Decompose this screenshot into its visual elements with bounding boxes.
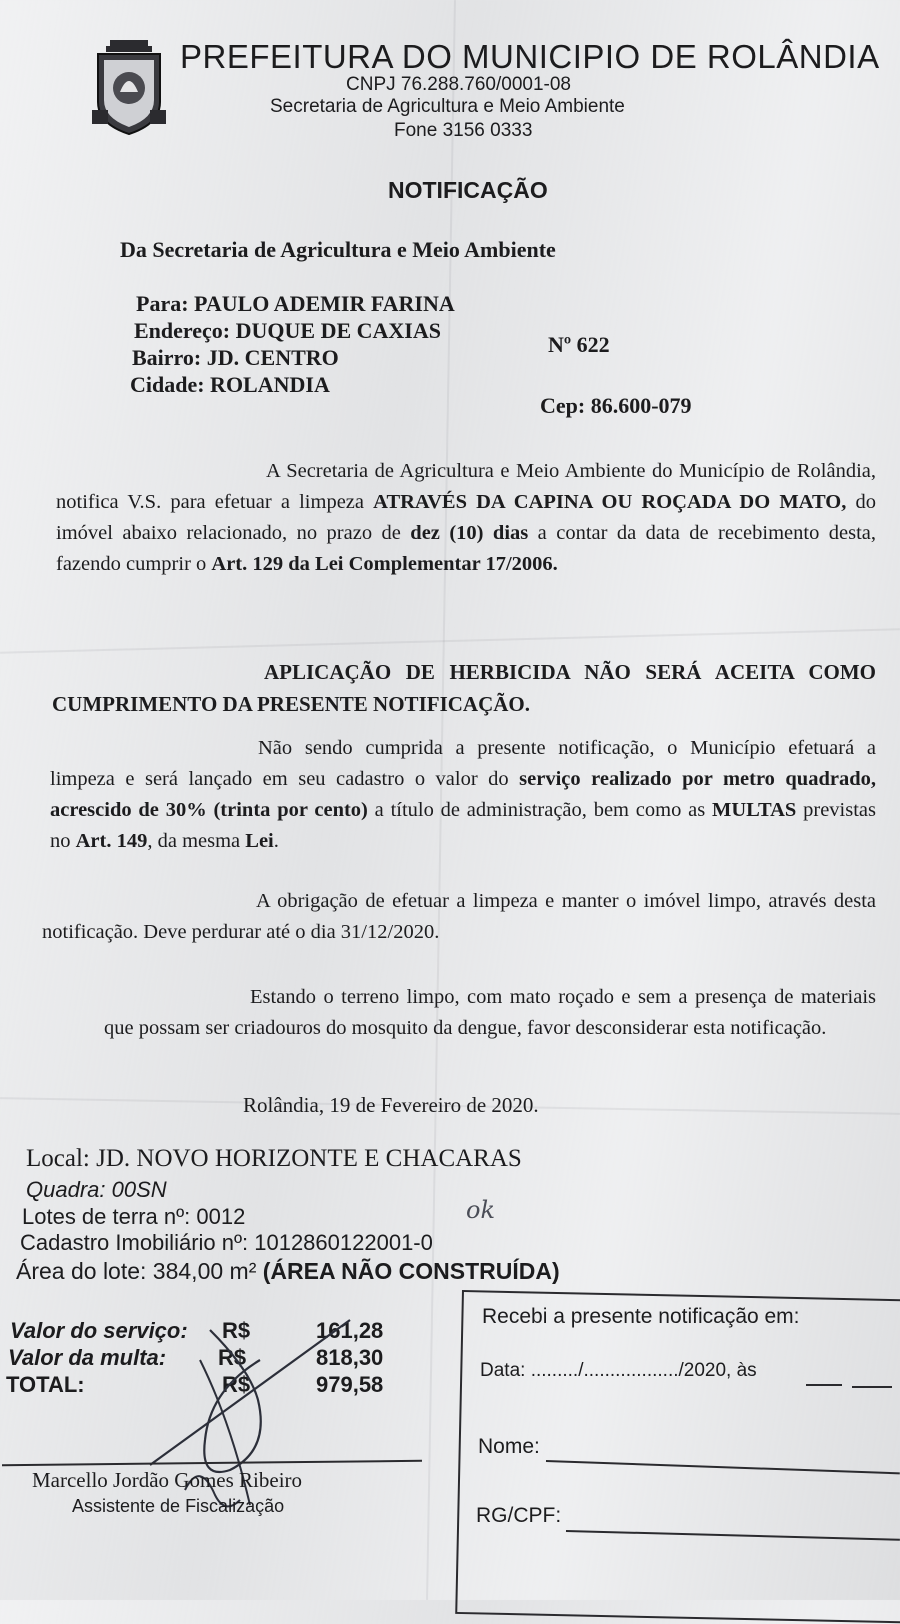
total-label: TOTAL:: [6, 1372, 85, 1397]
total-amount: 979,58: [316, 1372, 384, 1397]
inspector-role: Assistente de Fiscalização: [72, 1496, 285, 1516]
service-value-amount: 161,28: [316, 1318, 384, 1343]
property-area: Área do lote: 384,00 m² (ÁREA NÃO CONSTRUÍDA): [16, 1258, 560, 1284]
recipient-number: Nº 622: [548, 332, 610, 357]
document-subtitle: Da Secretaria de Agricultura e Meio Ambiente: [120, 237, 556, 262]
property-block: Quadra: 00SN: [26, 1177, 167, 1202]
handwritten-ok-mark: ok: [466, 1196, 495, 1224]
receipt-date-field[interactable]: Data: ........./................../2020, às: [480, 1360, 757, 1381]
paper-crease: [0, 628, 900, 654]
property-registry: Cadastro Imobiliário nº: 1012860122001-0: [20, 1230, 433, 1255]
recipient-address: Endereço: DUQUE DE CAXIAS: [134, 318, 441, 343]
recipient-city: Cidade: ROLANDIA: [130, 372, 330, 397]
receipt-id-field[interactable]: RG/CPF:: [476, 1504, 562, 1527]
receipt-name-field[interactable]: Nome:: [478, 1435, 540, 1458]
recipient-name: Para: PAULO ADEMIR FARINA: [136, 291, 455, 316]
service-value-currency: R$: [222, 1318, 251, 1343]
receipt-time-line: [852, 1386, 892, 1388]
header-cnpj: CNPJ 76.288.760/0001-08: [346, 74, 571, 95]
fine-value-currency: R$: [218, 1345, 247, 1370]
fine-value-amount: 818,30: [316, 1345, 384, 1370]
inspector-name: Marcello Jordão Gomes Ribeiro: [32, 1468, 303, 1492]
recipient-postal-code: Cep: 86.600-079: [540, 393, 692, 418]
herbicide-warning: APLICAÇÃO DE HERBICIDA NÃO SERÁ ACEITA COMO CUMPRIMENTO DA PRESENTE NOTIFICAÇÃO.: [52, 660, 876, 716]
notification-paragraph-1: A Secretaria de Agricultura e Meio Ambiente do Município de Rolândia, notifica V.S. para efetuar a limpeza ATRAVÉS DA CAPINA OU ROÇADA DO MATO, do imóvel abaixo relacionado, no prazo de dez (10) dias a contar da data de recebimento desta, fazendo cumprir o Art. 129 da Lei Complementar 17/2006.: [56, 460, 877, 575]
receipt-time-line: [806, 1384, 842, 1386]
issue-date: Rolândia, 19 de Fevereiro de 2020.: [243, 1093, 539, 1117]
total-currency: R$: [222, 1372, 251, 1397]
receipt-title: Recebi a presente notificação em:: [482, 1305, 800, 1328]
handwritten-signature: [0, 1300, 460, 1600]
property-location: Local: JD. NOVO HORIZONTE E CHACARAS: [26, 1145, 522, 1172]
fine-value-label: Valor da multa:: [8, 1345, 167, 1370]
document-title: NOTIFICAÇÃO: [388, 177, 548, 203]
notification-paragraph-5: Estando o terreno limpo, com mato roçado e sem a presença de materiais que possam ser criadouros do mosquito da dengue, favor desconsiderar esta notificação.: [104, 986, 876, 1039]
notification-paragraph-4: A obrigação de efetuar a limpeza e manter o imóvel limpo, através desta notificação. Deve perdurar até o dia 31/12/2020.: [42, 890, 876, 943]
recipient-district: Bairro: JD. CENTRO: [132, 345, 339, 370]
property-lot: Lotes de terra nº: 0012: [22, 1204, 246, 1229]
municipal-crest-icon: [92, 40, 166, 138]
header-secretaria: Secretaria de Agricultura e Meio Ambiente: [270, 96, 625, 117]
service-value-label: Valor do serviço:: [10, 1318, 188, 1343]
header-title: PREFEITURA DO MUNICIPIO DE ROLÂNDIA: [180, 38, 880, 75]
notification-paragraph-3: Não sendo cumprida a presente notificação, o Município efetuará a limpeza e será lançado em seu cadastro o valor do serviço realizado por metro quadrado, acrescido de 30% (trinta por cento) a título de administração, bem como as MULTAS previstas no Art. 149, da mesma Lei.: [50, 737, 876, 852]
header-phone: Fone 3156 0333: [394, 120, 533, 141]
